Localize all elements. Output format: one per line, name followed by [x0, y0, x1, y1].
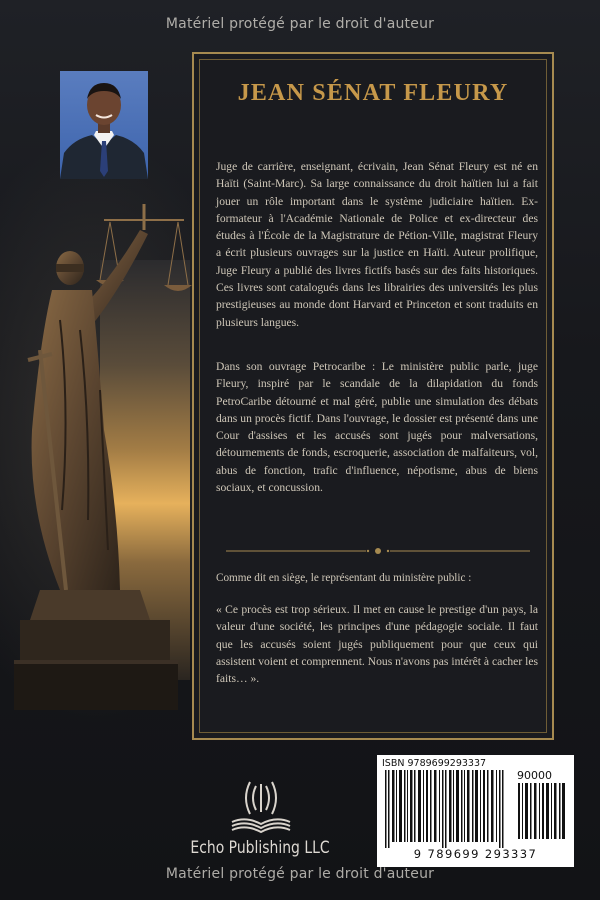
copyright-watermark-bottom: Matériel protégé par le droit d'auteur: [165, 866, 435, 882]
addon-barcode-bars: [517, 783, 567, 839]
copyright-watermark-top: Matériel protégé par le droit d'auteur: [165, 16, 435, 32]
book-wave-logo-icon: [226, 780, 296, 836]
publisher-name: Echo Publishing LLC: [190, 838, 330, 858]
isbn-barcode: [377, 755, 574, 867]
quote-intro: Comme dit en siège, le représentant du ministère public :: [216, 572, 472, 584]
ornamental-divider: [226, 547, 530, 555]
author-title: JEAN SÉNAT FLEURY: [237, 80, 509, 106]
author-biography: Juge de carrière, enseignant, écrivain, Jean Sénat Fleury est né en Haïti (Saint-Marc). Sa large connaissance du droit haïtien lui a fait jouer un rôle important dans le système judiciaire haïtien. Ex-formateur à l'Académie Nationale de Police et ex-directeur des études à l'École de la Magistrature de Pétion-Ville, magistrat Fleury a écrit plusieurs ouvrages sur la justice en Haïti. Auteur prolifique, Juge Fleury a publié des livres fictifs basés sur des faits historiques. Ces livres sont catalogués dans les librairies des universités les plus prestigieuses au monde dont Harvard et Princeton et sont traduits en plusieurs langues.: [216, 160, 538, 329]
price-addon: 90000: [517, 769, 552, 782]
lady-justice-statue: [0, 190, 200, 730]
author-photo: [60, 71, 148, 179]
isbn-label: ISBN 9789699293337: [382, 758, 487, 769]
barcode-number: 9 789699 293337: [413, 847, 538, 861]
barcode-bars: [383, 770, 511, 848]
book-summary: Dans son ouvrage Petrocaribe : Le ministère public parle, juge Fleury, inspiré par le scandale de la dilapidation du fonds PetroCaribe détourné et mal géré, publie une simulation des débats dans un procès fictif. Dans l'ouvrage, le dossier est présenté dans une Cour d'assises et les accusés sont jugés pour malversations, détournements de fonds, escroquerie, association de malfaiteurs, vol, abus de fonction, trafic d'influence, népotisme, abus de biens sociaux, et concussion.: [216, 360, 538, 495]
quote-text: « Ce procès est trop sérieux. Il met en cause le prestige d'un pays, la valeur d'une société, les principes d'une pédagogie sociale. Il faut que les accusés soient jugés publiquement pour que ceux qui assistent voient et comprennent. Nous n'avons pas intérêt à cacher les faits… ».: [216, 603, 538, 686]
